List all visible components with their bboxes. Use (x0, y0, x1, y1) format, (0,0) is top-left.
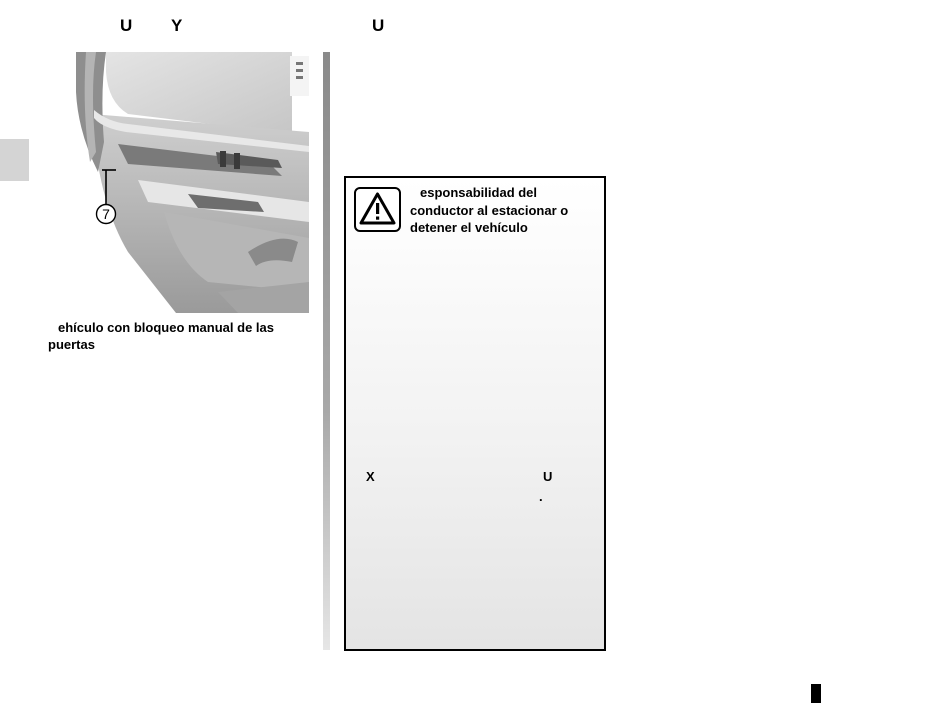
warning-title-line-2: conductor al estacionar o (410, 202, 569, 218)
warning-box (344, 176, 606, 651)
heading-fragment-1: U (120, 16, 133, 35)
figure-caption (48, 319, 310, 353)
warning-fragment-1: X (366, 469, 375, 484)
warning-fragment-3: . (539, 489, 543, 504)
warning-title-line-1: esponsabilidad del (420, 185, 538, 200)
heading-fragment-2: Y (171, 16, 183, 35)
warning-title-line-3: detener el vehículo (410, 220, 528, 235)
caption-line-2: puertas (48, 337, 95, 352)
page-marker (811, 684, 821, 703)
caption-line-1: ehículo con bloqueo manual de las (58, 320, 274, 335)
warning-triangle-icon (354, 187, 401, 232)
heading-fragment-3: U (372, 16, 385, 35)
column-divider (323, 52, 330, 650)
warning-title (410, 184, 602, 237)
door-illustration (68, 52, 309, 313)
section-tab (0, 139, 29, 181)
warning-fragment-2: U (543, 469, 553, 484)
callout-number: 7 (102, 206, 110, 222)
